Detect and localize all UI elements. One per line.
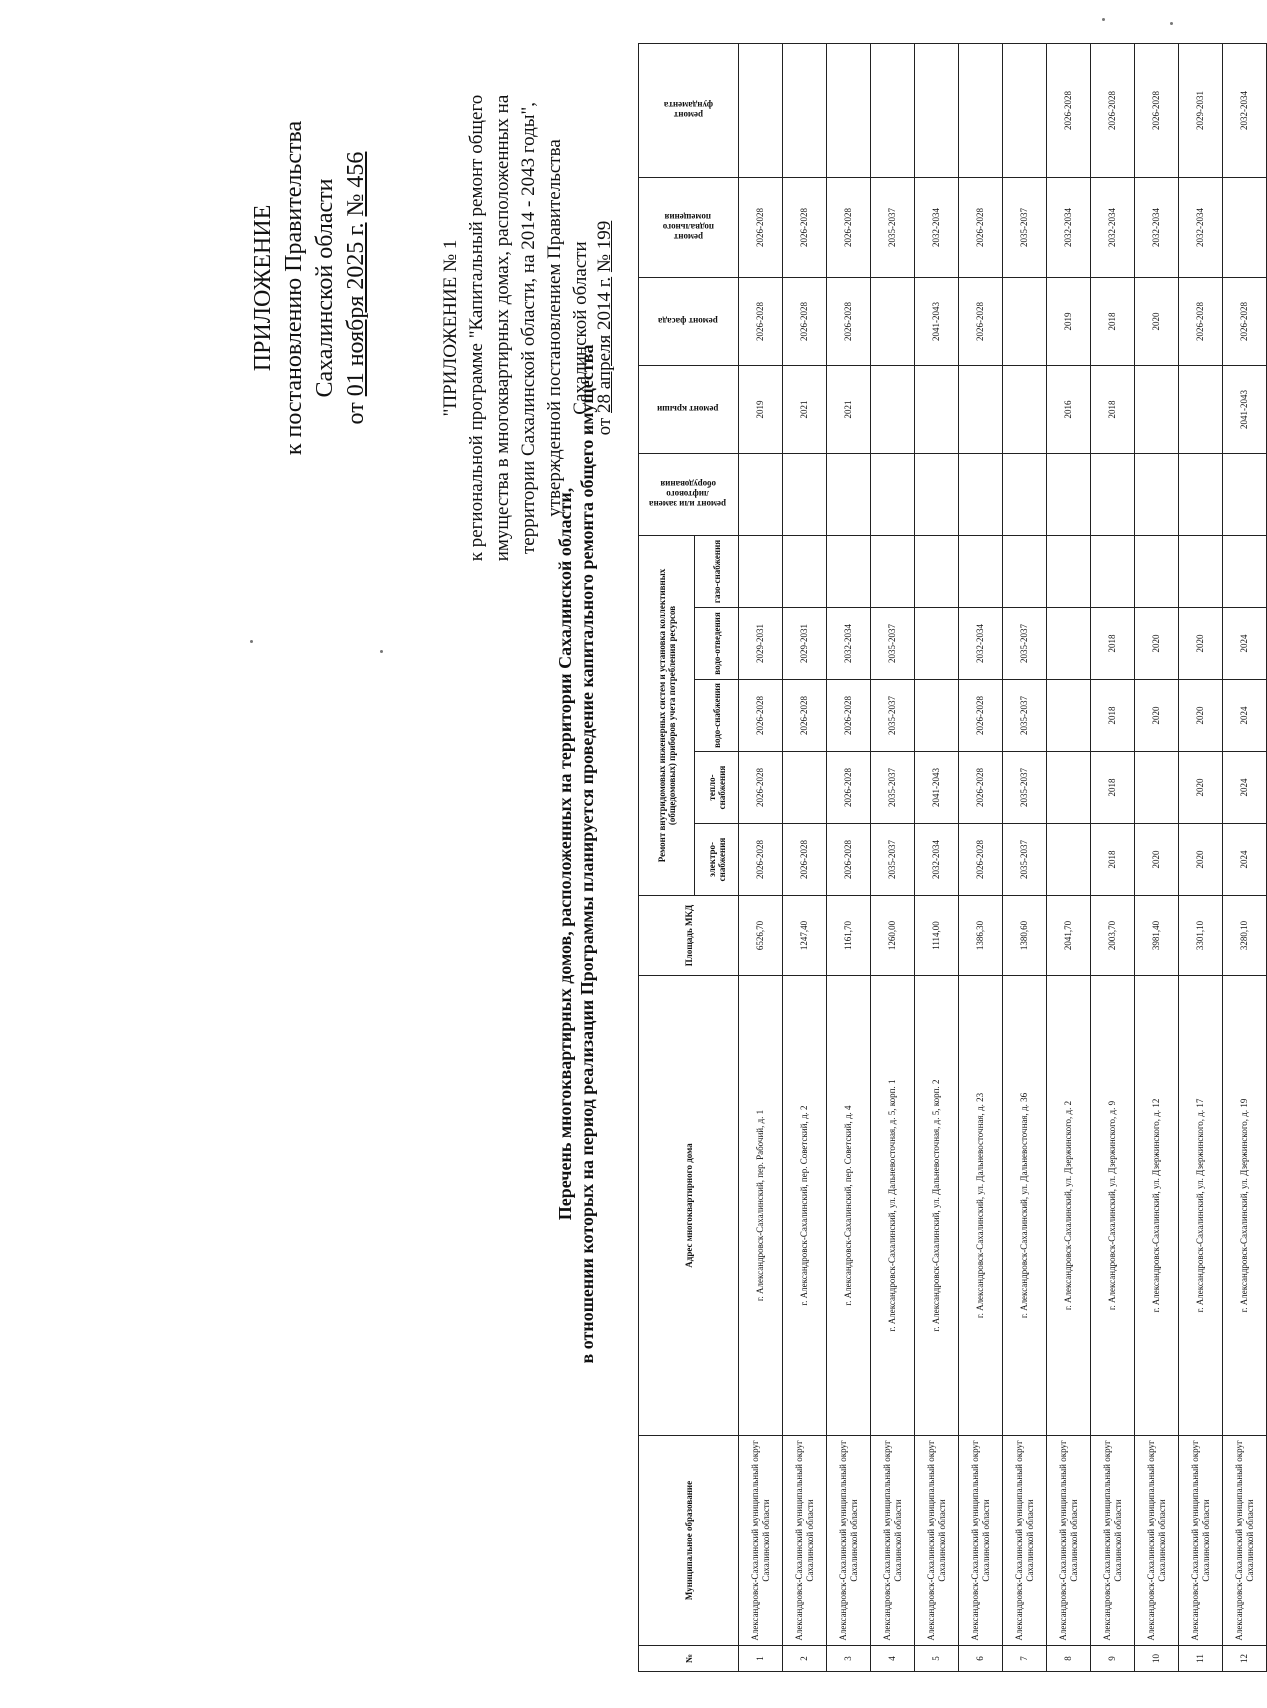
cell-gas: [1179, 535, 1223, 607]
cell-num: 3: [827, 1646, 871, 1672]
cell-municipality: Александровск-Сахалинский муниципальный округ Сахалинской области: [783, 1436, 827, 1646]
cell-heat: 2026-2028: [827, 752, 871, 824]
cell-water: [915, 680, 959, 752]
cell-elevator: [959, 453, 1003, 535]
cell-facade: [871, 277, 915, 365]
cell-sewer: [1047, 608, 1091, 680]
cell-address: г. Александровск-Сахалинский, пер. Советский, д. 2: [783, 976, 827, 1436]
cell-area: 3981,40: [1135, 896, 1179, 976]
cell-foundation: [915, 43, 959, 177]
cell-water: 2020: [1135, 680, 1179, 752]
cell-area: 3301,10: [1179, 896, 1223, 976]
cell-electric: 2026-2028: [827, 824, 871, 896]
cell-basement: 2032-2034: [1135, 177, 1179, 277]
cell-gas: [915, 535, 959, 607]
cell-water: [1047, 680, 1091, 752]
appendix-title: ПРИЛОЖЕНИЕ: [250, 204, 276, 372]
table-row: [827, 43, 871, 1671]
cell-facade: 2020: [1135, 277, 1179, 365]
appendix-date-prefix: от: [343, 402, 369, 425]
cell-area: 1386,30: [959, 896, 1003, 976]
cell-sewer: 2024: [1223, 608, 1267, 680]
cell-facade: 2026-2028: [739, 277, 783, 365]
cell-facade: 2026-2028: [827, 277, 871, 365]
cell-elevator: [1223, 453, 1267, 535]
header-num: №: [639, 1646, 739, 1672]
table-row: [959, 43, 1003, 1671]
table-row: [739, 43, 783, 1671]
cell-num: 4: [871, 1646, 915, 1672]
cell-electric: 2020: [1179, 824, 1223, 896]
cell-gas: [827, 535, 871, 607]
list-title-line-2: в отношении которых на период реализации Программы планируется проведение капитального ремонта общего имущества: [577, 344, 597, 1364]
cell-municipality: Александровск-Сахалинский муниципальный округ Сахалинской области: [1091, 1436, 1135, 1646]
cell-heat: [783, 752, 827, 824]
cell-gas: [783, 535, 827, 607]
cell-water: 2020: [1179, 680, 1223, 752]
cell-heat: 2041-2043: [915, 752, 959, 824]
cell-elevator: [783, 453, 827, 535]
header-water: водо-снабжения: [695, 680, 739, 752]
cell-gas: [1135, 535, 1179, 607]
cell-electric: 2026-2028: [739, 824, 783, 896]
cell-water: 2026-2028: [783, 680, 827, 752]
cell-address: г. Александровск-Сахалинский, ул. Дальневосточная, д. 23: [959, 976, 1003, 1436]
table-row: [1091, 43, 1135, 1671]
cell-roof: [1135, 365, 1179, 453]
cell-area: 1247,40: [783, 896, 827, 976]
program-appendix-line-2: к региональной программе "Капитальный ремонт общего: [466, 94, 487, 562]
cell-roof: [1003, 365, 1047, 453]
cell-heat: 2024: [1223, 752, 1267, 824]
cell-foundation: [827, 43, 871, 177]
cell-facade: 2026-2028: [959, 277, 1003, 365]
cell-municipality: Александровск-Сахалинский муниципальный округ Сахалинской области: [1135, 1436, 1179, 1646]
cell-foundation: 2026-2028: [1047, 43, 1091, 177]
cell-foundation: 2026-2028: [1091, 43, 1135, 177]
cell-heat: 2020: [1179, 752, 1223, 824]
cell-foundation: [739, 43, 783, 177]
cell-electric: 2035-2037: [871, 824, 915, 896]
program-appendix-line-5: утвержденной постановлением Правительства: [544, 139, 565, 517]
appendix-number: № 456: [343, 151, 369, 217]
cell-foundation: [871, 43, 915, 177]
cell-sewer: 2032-2034: [827, 608, 871, 680]
table-row: [1047, 43, 1091, 1671]
cell-electric: 2024: [1223, 824, 1267, 896]
header-gas: газо-снабжения: [695, 535, 739, 607]
header-facade-text: ремонт фасада: [657, 316, 718, 327]
table-body: [739, 43, 1267, 1671]
scan-speck: [250, 640, 253, 643]
cell-basement: 2026-2028: [959, 177, 1003, 277]
cell-gas: [1047, 535, 1091, 607]
appendix-date-line: [343, 18, 370, 558]
cell-address: г. Александровск-Сахалинский, ул. Дальневосточная, д. 5, корп. 2: [915, 976, 959, 1436]
cell-municipality: Александровск-Сахалинский муниципальный округ Сахалинской области: [871, 1436, 915, 1646]
cell-facade: 2026-2028: [1179, 277, 1223, 365]
cell-municipality: Александровск-Сахалинский муниципальный округ Сахалинской области: [739, 1436, 783, 1646]
cell-water: 2024: [1223, 680, 1267, 752]
cell-sewer: 2020: [1179, 608, 1223, 680]
table-row: [871, 43, 915, 1671]
cell-area: 1380,60: [1003, 896, 1047, 976]
program-appendix-date-prefix: от: [594, 417, 615, 436]
cell-electric: 2032-2034: [915, 824, 959, 896]
cell-address: г. Александровск-Сахалинский, ул. Дальневосточная, д. 36: [1003, 976, 1047, 1436]
cell-heat: 2026-2028: [739, 752, 783, 824]
cell-address: г. Александровск-Сахалинский, ул. Дзержинского, д. 19: [1223, 976, 1267, 1436]
cell-water: 2026-2028: [959, 680, 1003, 752]
header-heat: тепло-снабжения: [695, 752, 739, 824]
scan-speck: [380, 650, 383, 653]
cell-area: 6526,70: [739, 896, 783, 976]
cell-facade: [1003, 277, 1047, 365]
cell-sewer: 2035-2037: [1003, 608, 1047, 680]
cell-gas: [1003, 535, 1047, 607]
cell-heat: [1135, 752, 1179, 824]
cell-water: 2026-2028: [739, 680, 783, 752]
cell-roof: 2018: [1091, 365, 1135, 453]
cell-elevator: [1091, 453, 1135, 535]
cell-roof: [1179, 365, 1223, 453]
cell-basement: 2032-2034: [1047, 177, 1091, 277]
cell-num: 7: [1003, 1646, 1047, 1672]
cell-facade: 2026-2028: [783, 277, 827, 365]
cell-foundation: [959, 43, 1003, 177]
program-appendix-date: 28 апреля 2014 г.: [594, 276, 615, 413]
table-row: [1179, 43, 1223, 1671]
cell-elevator: [1135, 453, 1179, 535]
cell-heat: 2018: [1091, 752, 1135, 824]
cell-heat: 2035-2037: [871, 752, 915, 824]
header-facade: [639, 277, 739, 365]
houses-table: [638, 43, 1267, 1672]
cell-water: 2035-2037: [871, 680, 915, 752]
cell-heat: 2035-2037: [1003, 752, 1047, 824]
cell-facade: 2041-2043: [915, 277, 959, 365]
scan-speck: [1170, 22, 1173, 25]
cell-elevator: [1003, 453, 1047, 535]
cell-electric: 2035-2037: [1003, 824, 1047, 896]
cell-water: 2026-2028: [827, 680, 871, 752]
cell-area: 1260,00: [871, 896, 915, 976]
header-basement-text: ремонт подвального помещения: [661, 212, 714, 243]
cell-elevator: [739, 453, 783, 535]
cell-municipality: Александровск-Сахалинский муниципальный округ Сахалинской области: [1179, 1436, 1223, 1646]
cell-num: 8: [1047, 1646, 1091, 1672]
cell-electric: 2026-2028: [959, 824, 1003, 896]
cell-basement: 2032-2034: [915, 177, 959, 277]
cell-num: 9: [1091, 1646, 1135, 1672]
program-appendix-number: № 199: [594, 220, 615, 273]
header-engineering-group: Ремонт внутридомовых инженерных систем и установка коллективных (общедомовых) приборов учета потребления ресурсов: [639, 535, 695, 895]
appendix-line-3: Сахалинской области: [312, 178, 338, 398]
cell-address: г. Александровск-Сахалинский, пер. Рабочий, д. 1: [739, 976, 783, 1436]
cell-water: 2018: [1091, 680, 1135, 752]
table-row: [915, 43, 959, 1671]
cell-foundation: 2026-2028: [1135, 43, 1179, 177]
appendix-line-2: к постановлению Правительства: [281, 120, 307, 456]
cell-roof: [871, 365, 915, 453]
cell-gas: [1223, 535, 1267, 607]
cell-elevator: [871, 453, 915, 535]
cell-roof: 2021: [827, 365, 871, 453]
table-row: [1135, 43, 1179, 1671]
cell-gas: [959, 535, 1003, 607]
cell-electric: [1047, 824, 1091, 896]
cell-foundation: 2029-2031: [1179, 43, 1223, 177]
program-appendix-line-6: Сахалинской области: [570, 241, 591, 415]
cell-roof: 2016: [1047, 365, 1091, 453]
cell-num: 6: [959, 1646, 1003, 1672]
header-foundation: [639, 43, 739, 177]
cell-num: 1: [739, 1646, 783, 1672]
program-appendix-line-3: имущества в многоквартирных домах, расположенных на: [492, 94, 513, 562]
cell-gas: [1091, 535, 1135, 607]
header-municipality: Муниципальное образование: [639, 1436, 739, 1646]
cell-area: 2003,70: [1091, 896, 1135, 976]
cell-municipality: Александровск-Сахалинский муниципальный округ Сахалинской области: [1003, 1436, 1047, 1646]
table-row: [1223, 43, 1267, 1671]
cell-municipality: Александровск-Сахалинский муниципальный округ Сахалинской области: [1047, 1436, 1091, 1646]
cell-municipality: Александровск-Сахалинский муниципальный округ Сахалинской области: [915, 1436, 959, 1646]
program-appendix-title: "ПРИЛОЖЕНИЕ № 1: [440, 239, 461, 417]
header-address: Адрес многоквартирного дома: [639, 976, 739, 1436]
cell-num: 11: [1179, 1646, 1223, 1672]
cell-sewer: 2029-2031: [783, 608, 827, 680]
cell-basement: [1223, 177, 1267, 277]
header-area: Площадь МКД: [639, 896, 739, 976]
appendix-date: 01 ноября 2025 г.: [343, 222, 369, 397]
cell-elevator: [827, 453, 871, 535]
cell-heat: [1047, 752, 1091, 824]
cell-gas: [871, 535, 915, 607]
cell-basement: 2032-2034: [1091, 177, 1135, 277]
cell-sewer: 2035-2037: [871, 608, 915, 680]
cell-address: г. Александровск-Сахалинский, ул. Дзержинского, д. 2: [1047, 976, 1091, 1436]
cell-elevator: [915, 453, 959, 535]
header-elevator: [639, 453, 739, 535]
cell-address: г. Александровск-Сахалинский, ул. Дзержинского, д. 17: [1179, 976, 1223, 1436]
cell-num: 12: [1223, 1646, 1267, 1672]
cell-roof: [915, 365, 959, 453]
cell-foundation: [1003, 43, 1047, 177]
cell-address: г. Александровск-Сахалинский, ул. Дзержинского, д. 9: [1091, 976, 1135, 1436]
header-electric: электро-снабжения: [695, 824, 739, 896]
cell-foundation: 2032-2034: [1223, 43, 1267, 177]
cell-basement: 2035-2037: [871, 177, 915, 277]
header-roof: [639, 365, 739, 453]
cell-municipality: Александровск-Сахалинский муниципальный округ Сахалинской области: [827, 1436, 871, 1646]
cell-sewer: [915, 608, 959, 680]
program-appendix-line-4: территории Сахалинской области, на 2014 - 2043 годы",: [518, 101, 539, 555]
cell-gas: [739, 535, 783, 607]
header-elevator-text: ремонт или замена лифтового оборудования: [649, 479, 726, 510]
cell-basement: 2032-2034: [1179, 177, 1223, 277]
cell-area: 1114,00: [915, 896, 959, 976]
cell-municipality: Александровск-Сахалинский муниципальный округ Сахалинской области: [1223, 1436, 1267, 1646]
cell-basement: 2026-2028: [739, 177, 783, 277]
cell-address: г. Александровск-Сахалинский, ул. Дзержинского, д. 12: [1135, 976, 1179, 1436]
header-sewer: водо-отведения: [695, 608, 739, 680]
cell-municipality: Александровск-Сахалинский муниципальный округ Сахалинской области: [959, 1436, 1003, 1646]
cell-roof: 2041-2043: [1223, 365, 1267, 453]
cell-foundation: [783, 43, 827, 177]
cell-num: 2: [783, 1646, 827, 1672]
cell-sewer: 2018: [1091, 608, 1135, 680]
cell-area: 3280,10: [1223, 896, 1267, 976]
cell-electric: 2020: [1135, 824, 1179, 896]
cell-address: г. Александровск-Сахалинский, ул. Дальневосточная, д. 5, корп. 1: [871, 976, 915, 1436]
cell-basement: 2026-2028: [827, 177, 871, 277]
cell-roof: 2021: [783, 365, 827, 453]
cell-electric: 2018: [1091, 824, 1135, 896]
header-roof-text: ремонт крыши: [656, 404, 719, 415]
cell-heat: 2026-2028: [959, 752, 1003, 824]
cell-basement: 2026-2028: [783, 177, 827, 277]
list-title-line-1: Перечень многоквартирных домов, расположенных на территории Сахалинской области,: [555, 487, 575, 1221]
cell-roof: [959, 365, 1003, 453]
cell-basement: 2035-2037: [1003, 177, 1047, 277]
cell-elevator: [1179, 453, 1223, 535]
cell-facade: 2019: [1047, 277, 1091, 365]
cell-sewer: 2020: [1135, 608, 1179, 680]
cell-roof: 2019: [739, 365, 783, 453]
scan-speck: [1102, 18, 1105, 21]
header-basement: [639, 177, 739, 277]
cell-area: 2041,70: [1047, 896, 1091, 976]
table-row: [783, 43, 827, 1671]
table-row: [1003, 43, 1047, 1671]
cell-address: г. Александровск-Сахалинский, пер. Советский, д. 4: [827, 976, 871, 1436]
cell-electric: 2026-2028: [783, 824, 827, 896]
cell-num: 5: [915, 1646, 959, 1672]
header-foundation-text: ремонт фундамента: [662, 100, 713, 121]
cell-num: 10: [1135, 1646, 1179, 1672]
cell-area: 1161,70: [827, 896, 871, 976]
cell-water: 2035-2037: [1003, 680, 1047, 752]
cell-sewer: 2029-2031: [739, 608, 783, 680]
cell-sewer: 2032-2034: [959, 608, 1003, 680]
cell-facade: 2026-2028: [1223, 277, 1267, 365]
cell-elevator: [1047, 453, 1091, 535]
cell-facade: 2018: [1091, 277, 1135, 365]
